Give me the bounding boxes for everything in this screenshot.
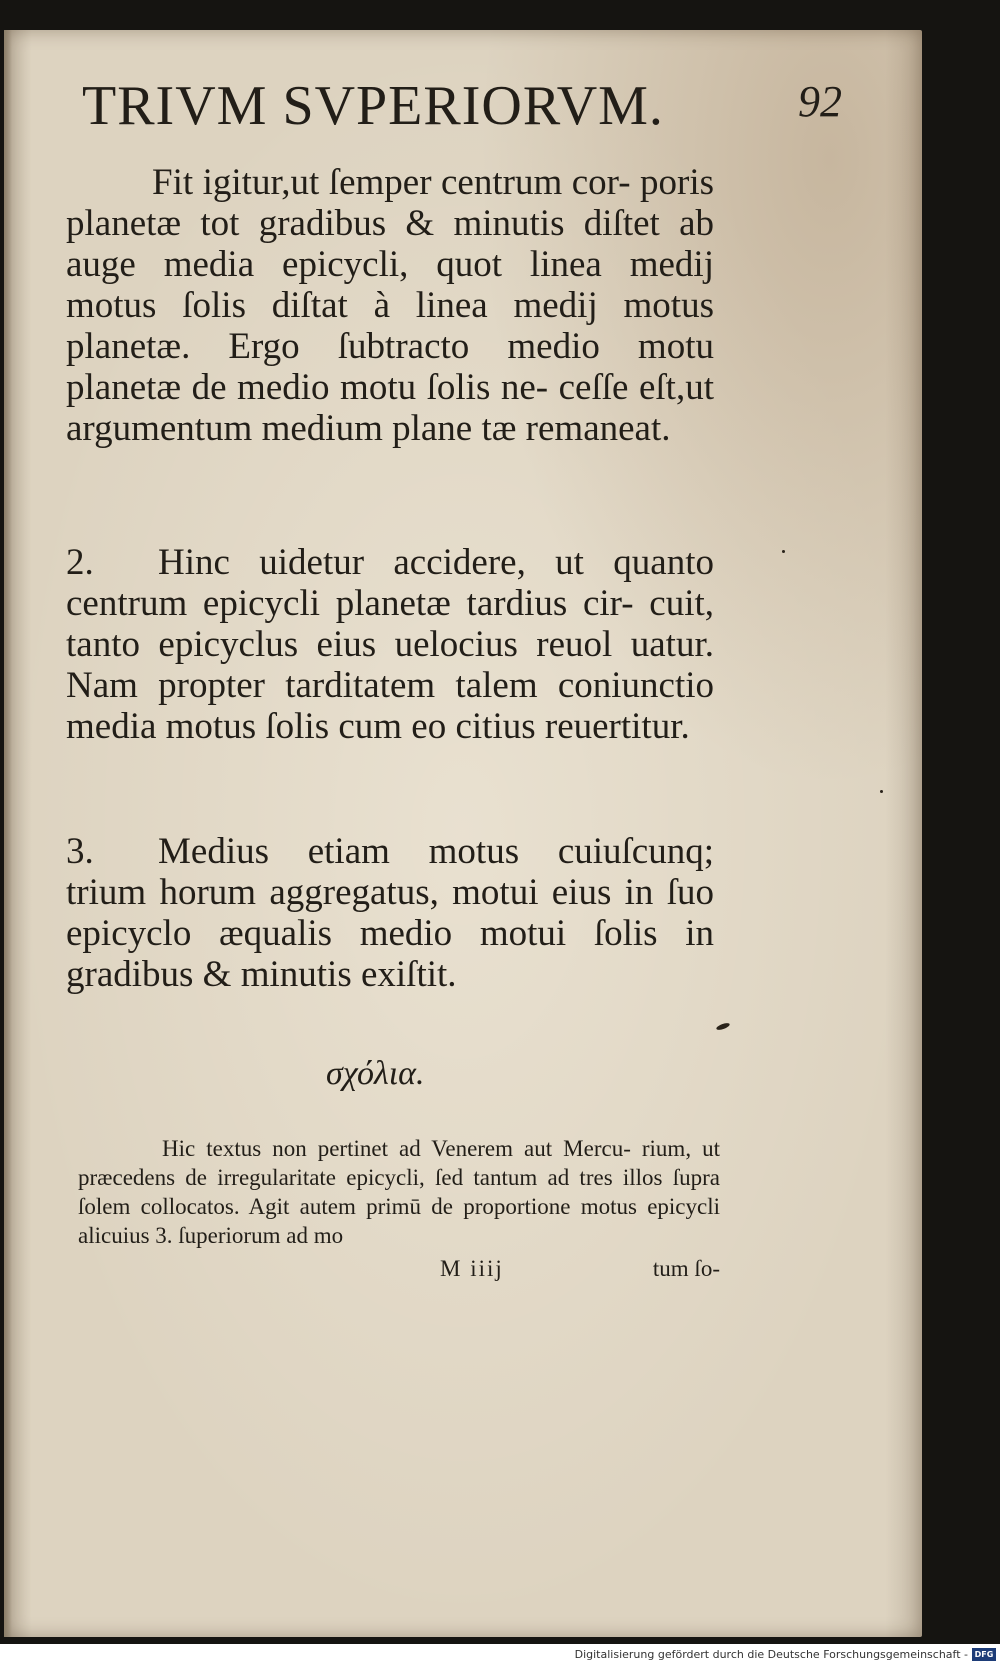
scholia-note: Hic textus non pertinet ad Venerem aut Mercu- rium, ut præcedens de irregularitate epicycli, ſed tantum ad tres illos ſupra ſolem collocatos. Agit autem primū de proportione motus epicycli alicuius 3. ſuperiorum ad mo	[78, 1136, 720, 1248]
ink-speck	[716, 1022, 731, 1031]
folio-number: 92	[798, 77, 842, 126]
signature-line	[78, 1254, 720, 1284]
paragraph-2-number: 2.	[66, 542, 94, 583]
ink-speck	[880, 790, 883, 793]
dfg-logo: DFG	[972, 1648, 996, 1661]
paragraph-3	[66, 831, 714, 995]
paragraph-2-text: Hinc uidetur accidere, ut quanto centrum epicycli planetæ tardius cir- cuit, tanto epicyclus eius uelocius reuol uatur. Nam propter tarditatem talem coniunctio media motus ſolis cum eo citius reuertitur.	[66, 542, 714, 747]
catchword: tum ſo-	[652, 1256, 720, 1281]
paragraph-2	[66, 542, 714, 747]
page-header	[82, 75, 842, 158]
page-edge-shadow	[4, 30, 12, 1637]
digitization-credit: Digitalisierung gefördert durch die Deutsche Forschungsgemeinschaft -	[574, 1648, 968, 1661]
ink-speck	[782, 550, 785, 553]
paragraph-1	[66, 162, 714, 449]
scholia-heading: σχόλια.	[326, 1055, 425, 1092]
running-title: TRIVM SVPERIORVM.	[82, 75, 664, 137]
paragraph-3-text: Medius etiam motus cuiuſcunq; trium horum aggregatus, motui eius in ſuo epicyclo æqualis medio motui ſolis in gradibus & minutis exiſtit.	[66, 831, 714, 995]
paragraph-1-text: Fit igitur,ut ſemper centrum cor- poris planetæ tot gradibus & minutis diſtet ab auge media epicycli, quot linea medij motus ſolis diſtat à linea medij motus planetæ. Ergo ſubtracto medio motu planetæ de medio motu ſolis ne- ceſſe eſt,ut argumentum medium plane tæ remaneat.	[66, 162, 714, 449]
paragraph-3-number: 3.	[66, 831, 94, 872]
book-page	[4, 30, 922, 1637]
signature-mark: M iiij	[440, 1256, 504, 1281]
footer-bar	[0, 1644, 1000, 1666]
